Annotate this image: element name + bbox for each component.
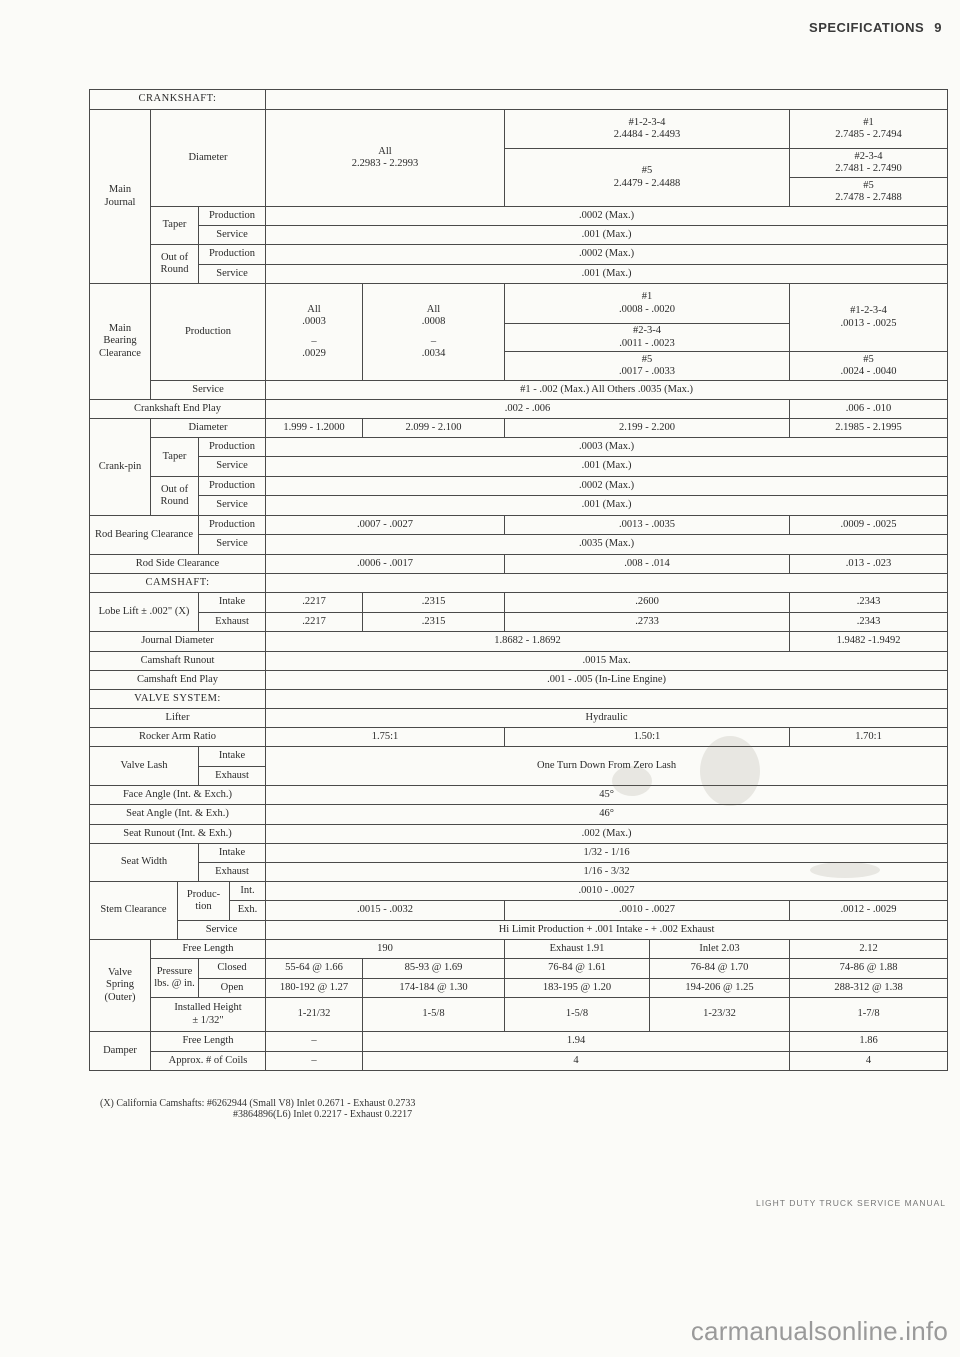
- spring-free-length-4: 2.12: [790, 940, 948, 959]
- intake-label: Intake: [199, 593, 266, 613]
- main-journal-label: Main Journal: [90, 110, 151, 284]
- spring-closed-5: 74-86 @ 1.88: [790, 959, 948, 979]
- footnote: [100, 1098, 415, 1120]
- page-number: 9: [934, 20, 942, 35]
- production-label: Production: [199, 207, 266, 226]
- stem-int-value: .0010 - .0027: [266, 882, 948, 901]
- section-heading-valve-system: VALVE SYSTEM:: [90, 690, 266, 709]
- bearing-c3: #5 .0017 - .0033: [505, 352, 790, 381]
- table-row: [90, 381, 948, 400]
- damper-coils-2: 4: [363, 1052, 790, 1071]
- stem-exh-3: .0012 - .0029: [790, 901, 948, 921]
- installed-height-5: 1-7/8: [790, 998, 948, 1032]
- crankpin-diameter-4: 2.1985 - 2.1995: [790, 419, 948, 438]
- damper-free-length-3: 1.86: [790, 1032, 948, 1052]
- table-row: [90, 940, 948, 959]
- table-row: [90, 226, 948, 245]
- damper-free-length-1: –: [266, 1032, 363, 1052]
- damper-free-length-2: 1.94: [363, 1032, 790, 1052]
- table-row: [90, 555, 948, 574]
- table-row: [90, 882, 948, 901]
- coils-label: Approx. # of Coils: [151, 1052, 266, 1071]
- rocker-ratio-2: 1.50:1: [505, 728, 790, 747]
- journal-diameter-2: 1.9482 -1.9492: [790, 632, 948, 652]
- table-row: [90, 728, 948, 747]
- lobe-intake-4: .2343: [790, 593, 948, 613]
- section-heading-camshaft: CAMSHAFT:: [90, 574, 266, 593]
- table-cell: [266, 90, 948, 110]
- table-cell: [266, 574, 948, 593]
- spring-free-length-3: Inlet 2.03: [650, 940, 790, 959]
- bearing-service-value: #1 - .002 (Max.) All Others .0035 (Max.): [266, 381, 948, 400]
- intake-label: Intake: [199, 747, 266, 767]
- installed-height-3: 1-5/8: [505, 998, 650, 1032]
- service-label: Service: [199, 265, 266, 284]
- exh-label: Exh.: [230, 901, 266, 921]
- table-row: [90, 998, 948, 1032]
- seat-angle-value: 46°: [266, 805, 948, 825]
- rod-bearing-label: Rod Bearing Clearance: [90, 516, 199, 555]
- table-row: [90, 574, 948, 593]
- main-bearing-label: Main Bearing Clearance: [90, 284, 151, 400]
- stem-exh-2: .0010 - .0027: [505, 901, 790, 921]
- crankpin-diameter-2: 2.099 - 2.100: [363, 419, 505, 438]
- taper-production-value: .0002 (Max.): [266, 207, 948, 226]
- closed-label: Closed: [199, 959, 266, 979]
- valve-lash-label: Valve Lash: [90, 747, 199, 786]
- stem-service-value: Hi Limit Production + .001 Intake - + .002 Exhaust: [266, 921, 948, 940]
- camshaft-end-play-value: .001 - .005 (In-Line Engine): [266, 671, 948, 690]
- production-label: Production: [199, 516, 266, 535]
- specifications-table: [89, 89, 948, 1071]
- table-row: [90, 477, 948, 496]
- spring-open-5: 288-312 @ 1.38: [790, 979, 948, 998]
- lobe-exhaust-4: .2343: [790, 613, 948, 632]
- table-row: [90, 516, 948, 535]
- out-of-round-label: Out of Round: [151, 477, 199, 516]
- table-row: [90, 496, 948, 516]
- spring-free-length-2: Exhaust 1.91: [505, 940, 650, 959]
- table-row: [90, 284, 948, 324]
- production-label: Production: [199, 477, 266, 496]
- table-row: [90, 959, 948, 979]
- table-row: [90, 438, 948, 457]
- rocker-ratio-1: 1.75:1: [266, 728, 505, 747]
- service-label: Service: [199, 535, 266, 555]
- seat-runout-label: Seat Runout (Int. & Exh.): [90, 825, 266, 844]
- service-label: Service: [199, 457, 266, 477]
- camshaft-end-play-label: Camshaft End Play: [90, 671, 266, 690]
- table-row: [90, 245, 948, 265]
- crankpin-diameter-label: Diameter: [151, 419, 266, 438]
- table-row: [90, 110, 948, 149]
- table-row: [90, 207, 948, 226]
- stain-mark: [612, 766, 652, 796]
- spring-open-1: 180-192 @ 1.27: [266, 979, 363, 998]
- crankshaft-end-play-2: .006 - .010: [790, 400, 948, 419]
- table-cell: [266, 690, 948, 709]
- table-row: [90, 457, 948, 477]
- page-header: [809, 20, 942, 35]
- rod-side-clearance-label: Rod Side Clearance: [90, 555, 266, 574]
- table-row: [90, 613, 948, 632]
- footnote-line-1: (X) California Camshafts: #6262944 (Small V8) Inlet 0.2671 - Exhaust 0.2733: [100, 1098, 416, 1109]
- spring-open-4: 194-206 @ 1.25: [650, 979, 790, 998]
- service-label: Service: [178, 921, 266, 940]
- journal-diameter-label: Journal Diameter: [90, 632, 266, 652]
- seat-width-label: Seat Width: [90, 844, 199, 882]
- lobe-exhaust-3: .2733: [505, 613, 790, 632]
- crankpin-diameter-1: 1.999 - 1.2000: [266, 419, 363, 438]
- table-row: [90, 709, 948, 728]
- free-length-label: Free Length: [151, 940, 266, 959]
- crankshaft-end-play-1: .002 - .006: [266, 400, 790, 419]
- damper-label: Damper: [90, 1032, 151, 1071]
- lobe-intake-2: .2315: [363, 593, 505, 613]
- lobe-lift-label: Lobe Lift ± .002" (X): [90, 593, 199, 632]
- table-row: [90, 690, 948, 709]
- lobe-intake-1: .2217: [266, 593, 363, 613]
- rod-bearing-service: .0035 (Max.): [266, 535, 948, 555]
- watermark: carmanualsonline.info: [690, 1316, 948, 1346]
- diameter-all: All 2.2983 - 2.2993: [266, 110, 505, 207]
- open-label: Open: [199, 979, 266, 998]
- seat-width-exhaust-value: 1/16 - 3/32: [266, 863, 948, 882]
- spring-free-length-1: 190: [266, 940, 505, 959]
- table-row: [90, 535, 948, 555]
- stem-clearance-label: Stem Clearance: [90, 882, 178, 940]
- intake-label: Intake: [199, 844, 266, 863]
- spring-closed-1: 55-64 @ 1.66: [266, 959, 363, 979]
- damper-coils-3: 4: [790, 1052, 948, 1071]
- footnote-line-2: #3864896(L6) Inlet 0.2217 - Exhaust 0.2217: [233, 1109, 413, 1120]
- seat-runout-value: .002 (Max.): [266, 825, 948, 844]
- face-angle-value: 45°: [266, 786, 948, 805]
- rod-bearing-production-3: .0009 - .0025: [790, 516, 948, 535]
- crankshaft-end-play-label: Crankshaft End Play: [90, 400, 266, 419]
- rocker-arm-ratio-label: Rocker Arm Ratio: [90, 728, 266, 747]
- lobe-exhaust-2: .2315: [363, 613, 505, 632]
- table-row: [90, 265, 948, 284]
- out-of-round-label: Out of Round: [151, 245, 199, 284]
- journal-diameter-1: 1.8682 - 1.8692: [266, 632, 790, 652]
- camshaft-runout-value: .0015 Max.: [266, 652, 948, 671]
- oor-production-value: .0002 (Max.): [266, 245, 948, 265]
- installed-height-1: 1-21/32: [266, 998, 363, 1032]
- crankpin-taper-service: .001 (Max.): [266, 457, 948, 477]
- service-label: Service: [199, 496, 266, 516]
- table-row: [90, 844, 948, 863]
- lifter-value: Hydraulic: [266, 709, 948, 728]
- lobe-exhaust-1: .2217: [266, 613, 363, 632]
- table-row: [90, 921, 948, 940]
- table-row: [90, 90, 948, 110]
- service-label: Service: [199, 226, 266, 245]
- spring-open-3: 183-195 @ 1.20: [505, 979, 650, 998]
- spring-closed-2: 85-93 @ 1.69: [363, 959, 505, 979]
- table-row: [90, 419, 948, 438]
- table-row: [90, 632, 948, 652]
- section-heading-crankshaft: CRANKSHAFT:: [90, 90, 266, 110]
- table-row: [90, 400, 948, 419]
- rod-side-clearance-2: .008 - .014: [505, 555, 790, 574]
- bearing-d2: #5 .0024 - .0040: [790, 352, 948, 381]
- exhaust-label: Exhaust: [199, 863, 266, 882]
- free-length-label: Free Length: [151, 1032, 266, 1052]
- valve-spring-label: Valve Spring (Outer): [90, 940, 151, 1032]
- table-row: [90, 1032, 948, 1052]
- table-row: [90, 805, 948, 825]
- rocker-ratio-3: 1.70:1: [790, 728, 948, 747]
- crankpin-label: Crank-pin: [90, 419, 151, 516]
- spring-closed-4: 76-84 @ 1.70: [650, 959, 790, 979]
- rod-side-clearance-1: .0006 - .0017: [266, 555, 505, 574]
- bearing-col-b: All .0008 – .0034: [363, 284, 505, 381]
- production-label: Production: [199, 438, 266, 457]
- installed-height-4: 1-23/32: [650, 998, 790, 1032]
- stain-mark: [810, 862, 880, 878]
- crankpin-diameter-3: 2.199 - 2.200: [505, 419, 790, 438]
- taper-label: Taper: [151, 438, 199, 477]
- manual-name: LIGHT DUTY TRUCK SERVICE MANUAL: [755, 1198, 946, 1208]
- table-row: [90, 979, 948, 998]
- service-label: Service: [151, 381, 266, 400]
- exhaust-label: Exhaust: [199, 767, 266, 786]
- table-row: [90, 1052, 948, 1071]
- crankpin-oor-service: .001 (Max.): [266, 496, 948, 516]
- taper-service-value: .001 (Max.): [266, 226, 948, 245]
- spring-closed-3: 76-84 @ 1.61: [505, 959, 650, 979]
- crankpin-oor-production: .0002 (Max.): [266, 477, 948, 496]
- production-label: Produc-tion: [178, 882, 230, 921]
- bearing-col-a: All .0003 – .0029: [266, 284, 363, 381]
- seat-width-intake-value: 1/32 - 1/16: [266, 844, 948, 863]
- lobe-intake-3: .2600: [505, 593, 790, 613]
- table-row: [90, 652, 948, 671]
- bearing-d1: #1-2-3-4 .0013 - .0025: [790, 284, 948, 352]
- installed-height-2: 1-5/8: [363, 998, 505, 1032]
- rod-bearing-production-2: .0013 - .0035: [505, 516, 790, 535]
- page-title: SPECIFICATIONS: [809, 20, 925, 35]
- valve-lash-value: One Turn Down From Zero Lash: [266, 747, 948, 786]
- diameter-journal-5: #5 2.4479 - 2.4488: [505, 149, 790, 207]
- table-row: [90, 593, 948, 613]
- damper-coils-1: –: [266, 1052, 363, 1071]
- camshaft-runout-label: Camshaft Runout: [90, 652, 266, 671]
- oor-service-value: .001 (Max.): [266, 265, 948, 284]
- diameter-label: Diameter: [151, 110, 266, 207]
- diameter-journals-1234: #1-2-3-4 2.4484 - 2.4493: [505, 110, 790, 149]
- int-label: Int.: [230, 882, 266, 901]
- installed-height-label: Installed Height ± 1/32": [151, 998, 266, 1032]
- stem-exh-1: .0015 - .0032: [266, 901, 505, 921]
- production-label: Production: [199, 245, 266, 265]
- stain-mark: [700, 736, 760, 806]
- table-row: [90, 671, 948, 690]
- table-row: [90, 825, 948, 844]
- rod-side-clearance-3: .013 - .023: [790, 555, 948, 574]
- rod-bearing-production-1: .0007 - .0027: [266, 516, 505, 535]
- face-angle-label: Face Angle (Int. & Exch.): [90, 786, 266, 805]
- bearing-c1: #1 .0008 - .0020: [505, 284, 790, 324]
- spring-open-2: 174-184 @ 1.30: [363, 979, 505, 998]
- seat-angle-label: Seat Angle (Int. & Exh.): [90, 805, 266, 825]
- pressure-label: Pressure lbs. @ in.: [151, 959, 199, 998]
- table-row: [90, 786, 948, 805]
- exhaust-label: Exhaust: [199, 613, 266, 632]
- production-label: Production: [151, 284, 266, 381]
- table-row: [90, 747, 948, 767]
- bearing-c2: #2-3-4 .0011 - .0023: [505, 324, 790, 352]
- taper-label: Taper: [151, 207, 199, 245]
- diameter-right-1: #1 2.7485 - 2.7494: [790, 110, 948, 149]
- diameter-right-234-5: #2-3-4 2.7481 - 2.7490 #5 2.7478 - 2.7488: [790, 149, 948, 207]
- lifter-label: Lifter: [90, 709, 266, 728]
- crankpin-taper-production: .0003 (Max.): [266, 438, 948, 457]
